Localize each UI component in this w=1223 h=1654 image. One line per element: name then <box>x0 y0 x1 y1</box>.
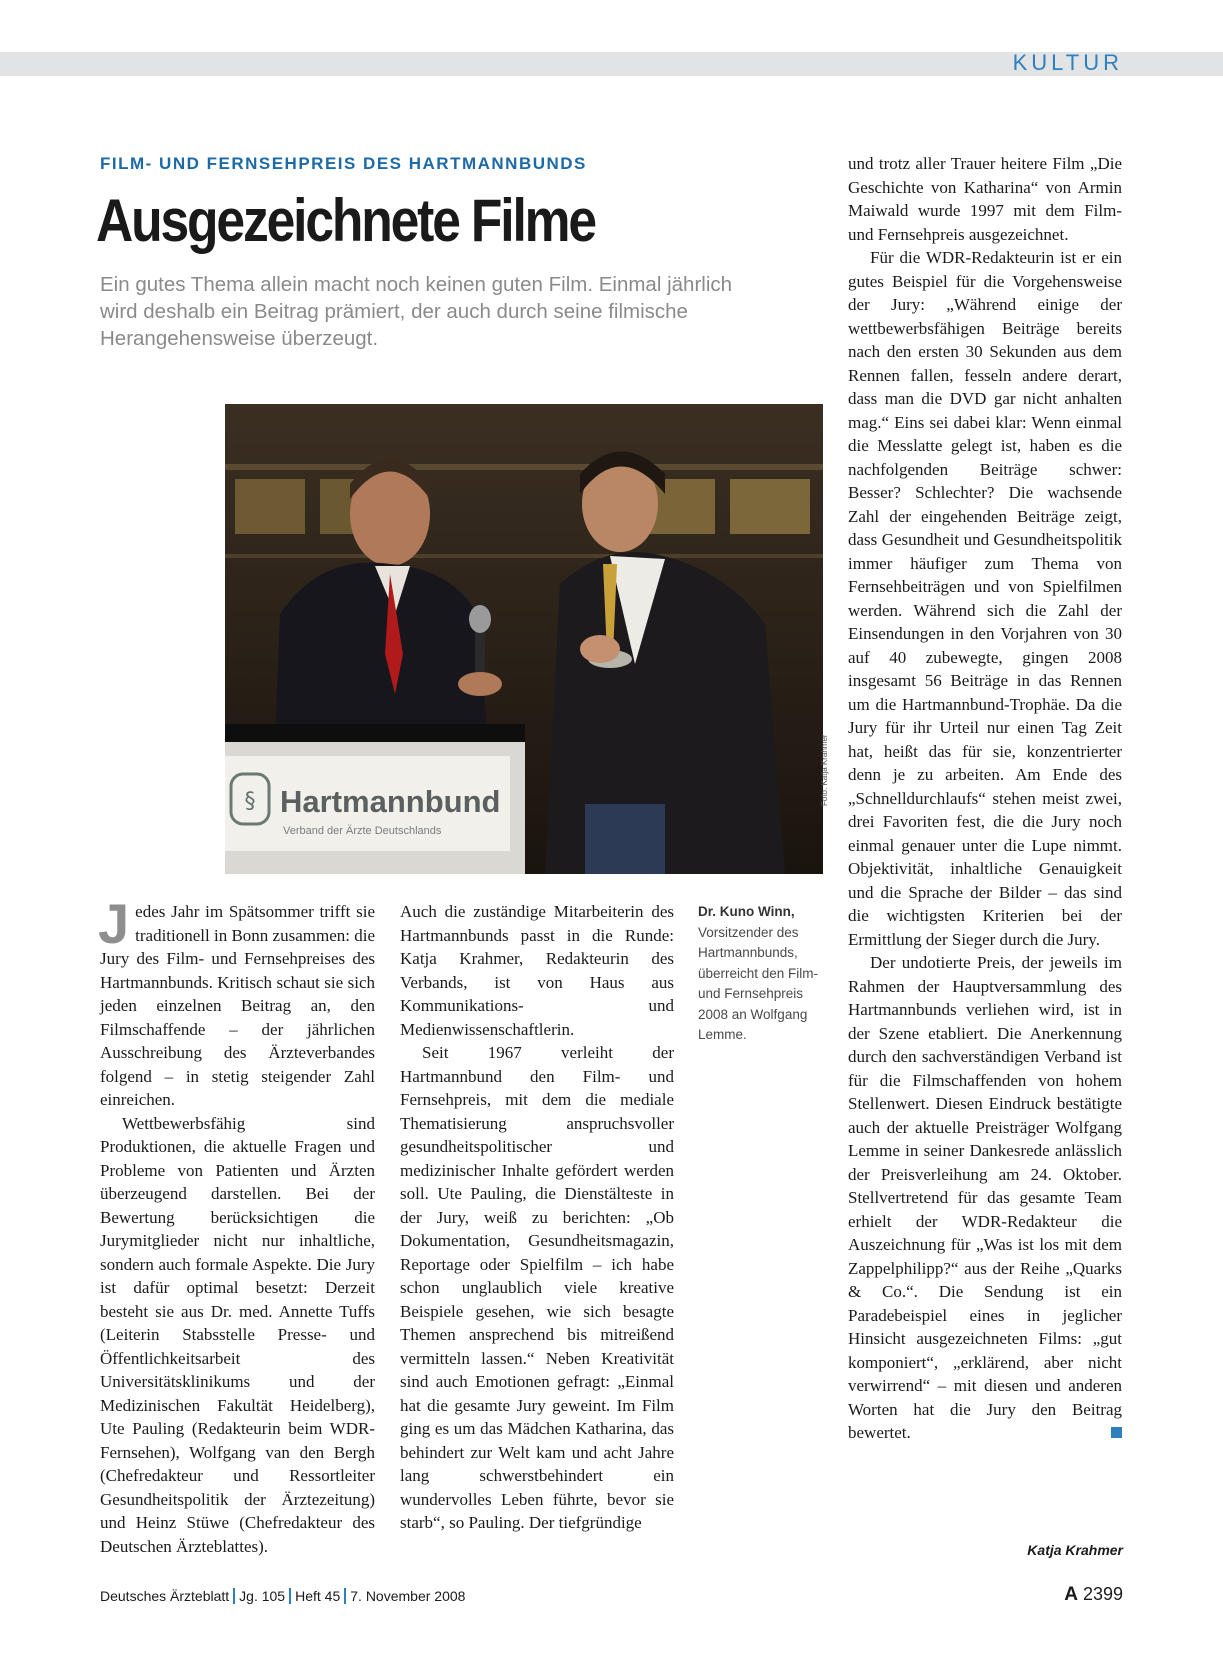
column-1 <box>98 892 375 1558</box>
col1-paragraph-2: Wettbewerbsfähig sind Produktionen, die aktuelle Fragen und Probleme von Patienten und Ärzten überzeugend darstellen. Bei der Bewertung berücksichtigen die Jurymitglieder nicht nur inhaltliche, sondern auch formale Aspekte. Die Jury ist dafür optimal besetzt: Derzeit besteht sie aus Dr. med. Annette Tuffs (Leiterin Stabsstelle Presse- und Öffentlichkeitsarbeit des Universitätsklinikums und der Medizinischen Fakultät Heidelberg), Ute Pauling (Redakteurin beim WDR-Fernsehen), Wolfgang van den Bergh (Chefredakteur und Ressortleiter Gesundheitspolitik der Ärztezeitung) und Heinz Stüwe (Chefredakteur des Deutschen Ärzteblattes). <box>100 1113 375 1556</box>
podium-brand: Hartmannbund <box>280 784 501 819</box>
svg-text:§: § <box>244 789 256 814</box>
column-3 <box>848 152 1122 1445</box>
caption-text: Vorsitzender des Hartmannbunds, überreicht den Film- und Fernsehpreis 2008 an Wolfgang Lemme. <box>698 924 819 1042</box>
drop-cap: J <box>98 892 130 955</box>
col3-paragraph-2: Für die WDR-Redakteurin ist er ein gutes Beispiel für die Vorgehensweise der Jury: „Während einige der wettbewerbsfähigen Beiträge bereits nach den ersten 30 Sekunden aus dem Rennen fallen, fesseln andere derart, dass man die DVD gar nicht anhalten mag.“ Eins sei dabei klar: Wenn einmal die Messlatte gelegt ist, haben es die nachfolgenden Beiträge schwer: Besser? Schlechter? Die wachsende Zahl der eingehenden Beiträge zeigt, dass Gesundheit und Gesundheitspolitik immer häufiger zum Thema von Fernsehbeiträgen und von Spielfilmen werden. Während sich die Zahl der Einsendungen in den Vorjahren von 30 auf 40 zubewegte, gingen 2008 insgesamt 56 Beiträge in das Rennen um die Hartmannbund-Trophäe. Da die Jury für ihr Urteil nur einen Tag Zeit hat, heißt das für sie, konzentrierter denn je zu arbeiten. Am Ende des „Schnelldurchlaufs“ stehen meist zwei, drei Favoriten fest, die die Jury noch einmal genauer unter die Lupe nimmt. Objektivität, inhaltliche Genauigkeit und die Sprache der Bilder – das sind die wichtigsten Kriterien bei der Ermittlung der Sieger durch die Jury. <box>848 248 1122 949</box>
podium-subtitle: Verband der Ärzte Deutschlands <box>283 825 442 837</box>
footer-separator <box>344 1588 346 1604</box>
photo-credit: Foto: Katja Krahmer <box>820 734 829 806</box>
article-photo <box>225 404 823 874</box>
caption-name: Dr. Kuno Winn, <box>698 904 795 919</box>
col3-paragraph-1: und trotz aller Trauer heitere Film „Die Geschichte von Katharina“ von Armin Maiwald wurde 1997 mit dem Film- und Fernsehpreis ausgezeichnet. <box>848 154 1122 244</box>
footer-volume: Jg. 105 <box>239 1588 286 1604</box>
page-number <box>1064 1584 1123 1606</box>
column-2 <box>400 900 674 1535</box>
col3-paragraph-3: Der undotierte Preis, der jeweils im Rahmen der Hauptversammlung des Hartmannbunds verliehen wird, ist in der Szene etabliert. Die Anerkennung durch den sachverständigen Verband ist für die Filmschaffenden von hohem Stellenwert. Diesen Eindruck bestätigte auch der aktuelle Preisträger Wolfgang Lemme in seiner Dankesrede anlässlich der Preisverleihung am 24. Oktober. Stellvertretend für das gesamte Team erhielt der WDR-Redakteur die Auszeichnung für „Was ist los mit dem Zappelphilipp?“ aus der Reihe „Quarks & Co.“. Die Sendung ist ein Paradebeispiel eines in jeglicher Hinsicht ausgezeichneten Films: „gut komponiert“, „erklärend, aber nicht verwirrend“ – mit diesen und anderen Worten hat die Jury den Beitrag bewertet. <box>848 953 1122 1442</box>
article-author: Katja Krahmer <box>1027 1542 1123 1558</box>
section-label: KULTUR <box>1012 50 1123 75</box>
footer-issue: Heft 45 <box>295 1588 341 1604</box>
end-mark-icon <box>1111 1427 1122 1438</box>
page-prefix: A <box>1064 1584 1078 1605</box>
footer-date: 7. November 2008 <box>350 1588 466 1604</box>
footer-separator <box>289 1588 291 1604</box>
page-number-value: 2399 <box>1082 1584 1123 1604</box>
article-headline: Ausgezeichnete Filme <box>96 187 595 254</box>
col1-paragraph-1: edes Jahr im Spätsommer trifft sie traditionell in Bonn zusammen: die Jury des Film- und Fernsehpreises des Hartmannbunds. Kritisch schaut sie sich jeden einzelnen Beitrag an, den Filmschaffende – der jährlichen Ausschreibung des Ärzteverbandes folgend – in stetig steigender Zahl einreichen. <box>100 902 375 1109</box>
page-footer <box>100 1588 465 1604</box>
col2-paragraph-1: Auch die zuständige Mitarbeiterin des Hartmannbunds passt in die Runde: Katja Krahmer, Redakteurin des Verbands, ist von Haus aus Kommunikations- und Medienwissenschaftlerin. <box>400 902 674 1039</box>
col2-paragraph-2: Seit 1967 verleiht der Hartmannbund den Film- und Fernsehpreis, mit dem die mediale Thematisierung anspruchsvoller gesundheitspolitischer und medizinischer Inhalte gefördert werden soll. Ute Pauling, die Dienstälteste in der Jury, weiß zu berichten: „Ob Dokumentation, Gesundheitsmagazin, Reportage oder Spielfilm – ich habe schon unglaublich viele kreative Beispiele gesehen, wie sich besagte Themen ansprechend bis mitreißend vermitteln lassen.“ Neben Kreativität sind auch Emotionen gefragt: „Einmal hat die gesamte Jury geweint. Im Film ging es um das Mädchen Katharina, das behindert zur Welt kam und acht Jahre lang schwerstbehindert ein wundervolles Leben führte, bevor sie starb“, so Pauling. Der tiefgründige <box>400 1043 674 1532</box>
footer-journal: Deutsches Ärzteblatt <box>100 1588 230 1604</box>
article-lead: Ein gutes Thema allein macht noch keinen guten Film. Einmal jährlich wird deshalb ein Beitrag prämiert, der auch durch seine filmische Herangehensweise überzeugt. <box>100 273 733 350</box>
photo-caption <box>698 902 820 1046</box>
article-kicker: FILM- UND FERNSEHPREIS DES HARTMANNBUNDS <box>100 154 587 173</box>
footer-separator <box>233 1588 235 1604</box>
